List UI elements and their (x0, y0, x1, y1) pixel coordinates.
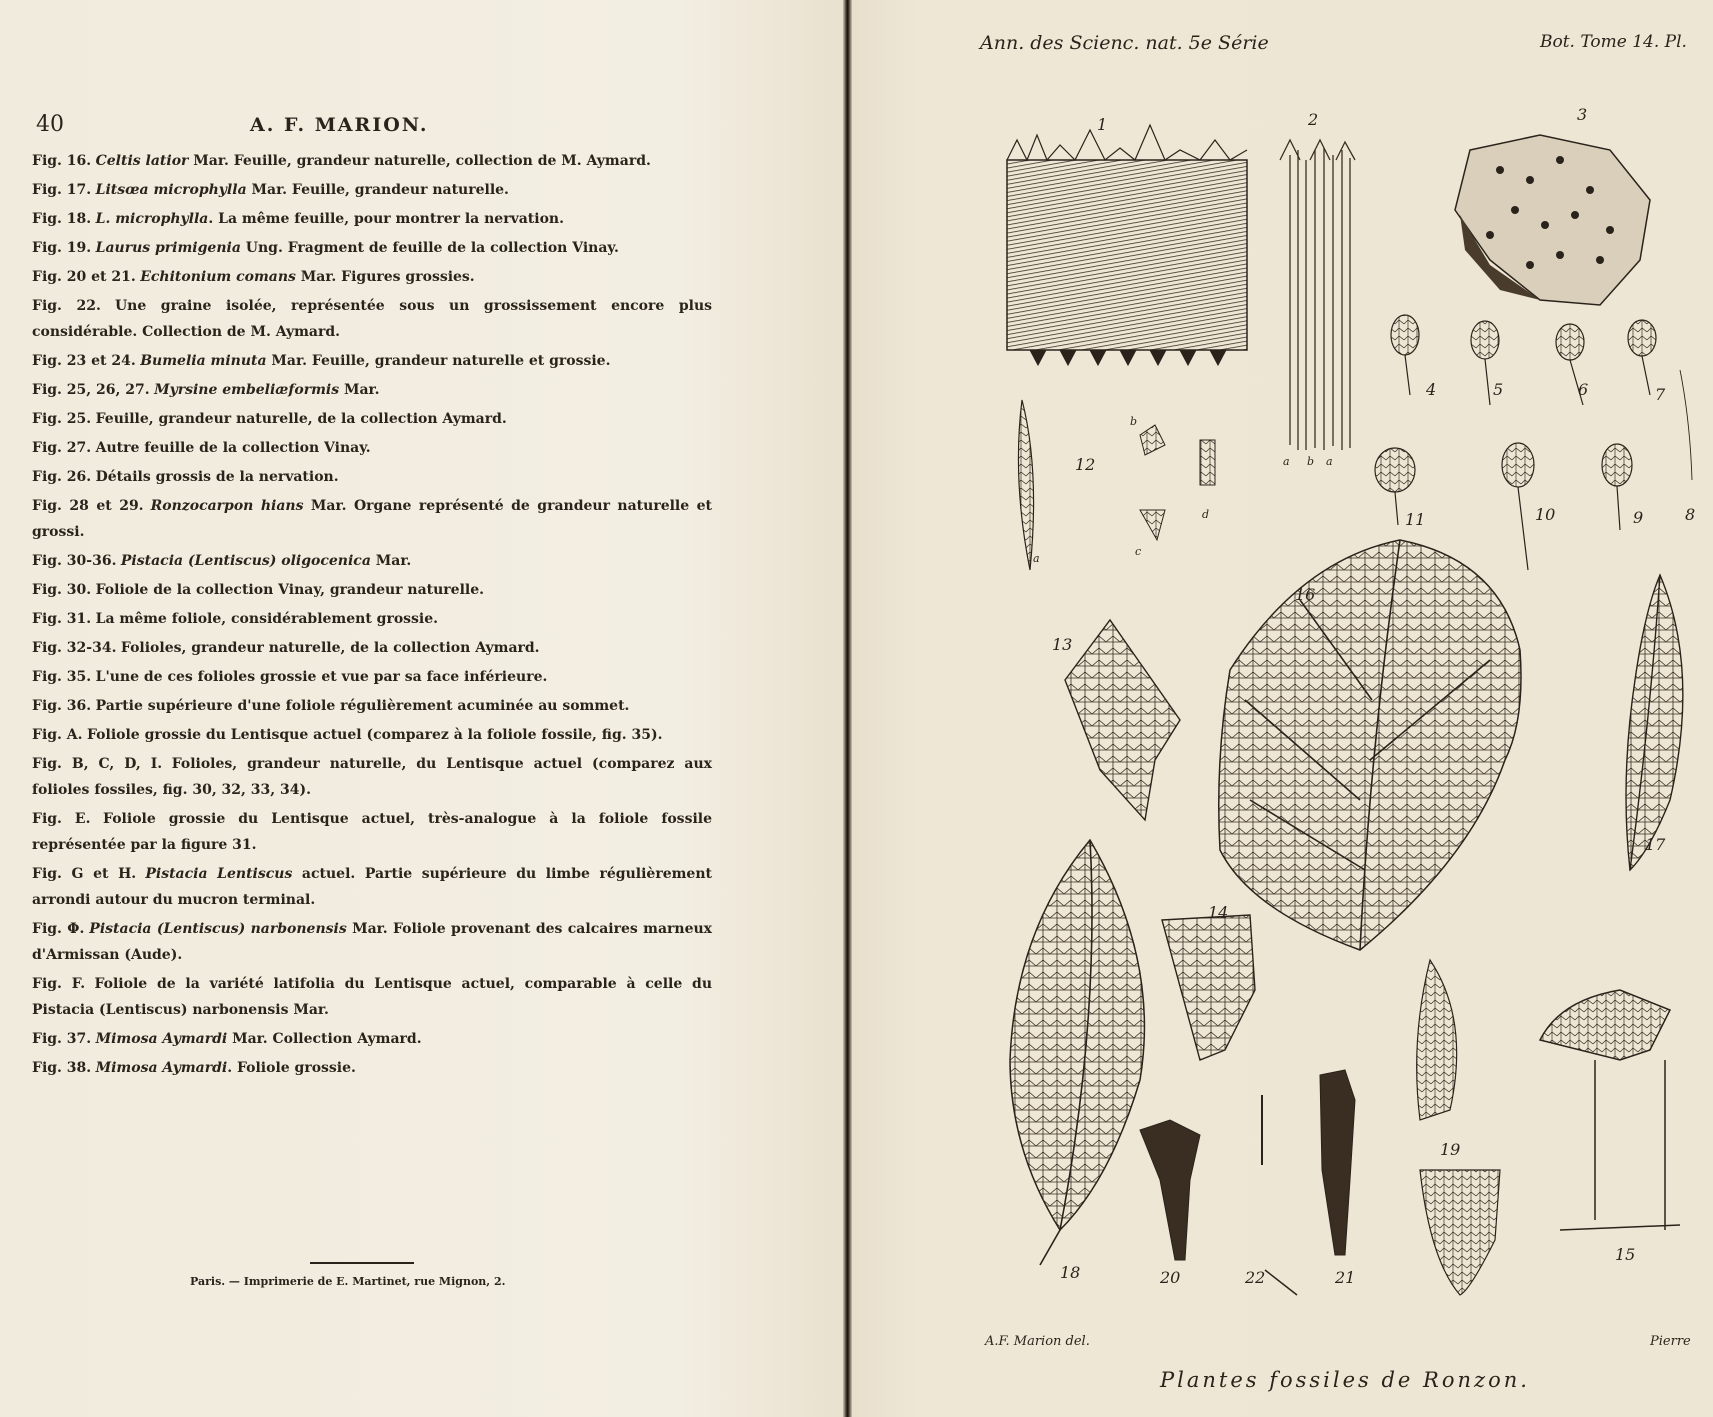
fig-label-15: 15 (1615, 1245, 1636, 1264)
sub-label-c: c (1135, 545, 1142, 558)
caption-text: Mar. Feuille, grandeur naturelle et grossie. (266, 353, 611, 369)
caption-text: Mar. Foliole provenant des calcaires marneux d'Armissan (Aude). (32, 921, 713, 963)
fig-label-1: 1 (1097, 115, 1108, 134)
caption-figure-ref: Fig. 16. (32, 153, 92, 169)
fig-label-6: 6 (1578, 380, 1589, 399)
fig-17-litsea-leaf (1626, 575, 1683, 870)
sub-label-a1: a (1283, 455, 1290, 468)
caption-figure-ref: Fig. Φ. (32, 921, 85, 937)
caption-figure-ref: Fig. 30-36. (32, 553, 117, 569)
caption-text: . La même feuille, pour montrer la nervation. (208, 211, 564, 227)
sub-label-a3: a (1033, 552, 1040, 565)
caption-figure-ref: Fig. 35. (32, 669, 92, 685)
printer-imprint: Paris. — Imprimerie de E. Martinet, rue Mignon, 2. (190, 1275, 506, 1288)
fig-19-laurus-fragment (1417, 960, 1500, 1295)
fig-label-12: 12 (1075, 455, 1096, 474)
caption-taxon: Pistacia (Lentiscus) narbonensis (89, 921, 347, 937)
caption-taxon: Ronzocarpon hians (150, 498, 304, 514)
fig-label-22: 22 (1245, 1268, 1266, 1287)
fig-label-8: 8 (1685, 505, 1696, 524)
caption-figure-ref: Fig. F. (32, 976, 86, 992)
figs-20-22-echitonium (1140, 1070, 1355, 1295)
caption-figure-ref: Fig. 22. (32, 298, 101, 314)
caption-taxon: Myrsine embeliæformis (154, 382, 340, 398)
caption-figure-ref: Fig. 37. (32, 1031, 92, 1047)
caption-text: La même foliole, considérablement grossie. (95, 611, 439, 627)
caption-taxon: Echitonium comans (140, 269, 296, 285)
fig-18-leaf-nervation (1010, 840, 1144, 1265)
fig-label-3: 3 (1577, 105, 1588, 124)
caption-text: Foliole de la collection Vinay, grandeur naturelle. (95, 582, 484, 598)
caption-figure-ref: Fig. 26. (32, 469, 92, 485)
artist-credit: A.F. Marion del. (985, 1334, 1090, 1349)
caption-figure-ref: Fig. 32-34. (32, 640, 117, 656)
caption-text: Mar. Feuille, grandeur naturelle, collection de M. Aymard. (188, 153, 651, 169)
plate-title: Plantes fossiles de Ronzon. (1160, 1368, 1530, 1392)
fig-3-rock-with-seeds (1455, 135, 1650, 305)
caption-text: Ung. Fragment de feuille de la collection Vinay. (240, 240, 619, 256)
caption-figure-ref: Fig. 31. (32, 611, 92, 627)
caption-figure-ref: Fig. 20 et 21. (32, 269, 136, 285)
caption-taxon: Pistacia Lentiscus (145, 866, 293, 882)
fig-label-2: 2 (1308, 110, 1319, 129)
caption-text: Détails grossis de la nervation. (95, 469, 339, 485)
caption-text: actuel. Partie supérieure du limbe régulièrement arrondi autour du mucron terminal. (32, 866, 712, 908)
fig-2-stem-strands (1280, 140, 1355, 450)
fig-label-21: 21 (1335, 1268, 1356, 1287)
sub-label-d: d (1202, 508, 1210, 521)
caption-taxon: Litsœa microphylla (95, 182, 247, 198)
caption-figure-ref: Fig. E. (32, 811, 91, 827)
caption-text: Mar. Organe représenté de grandeur naturelle et grossi. (32, 498, 712, 540)
caption-text: . Foliole grossie. (227, 1060, 356, 1076)
figs-4-to-11-fruits (1375, 315, 1692, 570)
caption-text: Foliole grossie du Lentisque actuel, très-analogue à la foliole fossile représentée par la figure 31. (32, 811, 712, 853)
caption-figure-ref: Fig. A. (32, 727, 83, 743)
fig-label-17: 17 (1645, 835, 1666, 854)
caption-figure-ref: Fig. 36. (32, 698, 92, 714)
caption-text: Feuille, grandeur naturelle, de la collection Aymard. (95, 411, 507, 427)
fig-label-13: 13 (1052, 635, 1073, 654)
fig-label-16: 16 (1295, 585, 1316, 604)
caption-figure-ref: Fig. 25. (32, 411, 92, 427)
caption-figure-ref: Fig. 38. (32, 1060, 92, 1076)
caption-text: Foliole grossie du Lentisque actuel (comparez à la foliole fossile, fig. 35). (86, 727, 663, 743)
caption-figure-ref: Fig. G et H. (32, 866, 137, 882)
fig-label-19: 19 (1440, 1140, 1461, 1159)
caption-figure-ref: Fig. 30. (32, 582, 92, 598)
fig-label-20: 20 (1160, 1268, 1181, 1287)
caption-text: Mar. Collection Aymard. (227, 1031, 422, 1047)
sub-label-a2: a (1326, 455, 1333, 468)
caption-taxon: Celtis latior (95, 153, 189, 169)
page-number: 40 (36, 112, 64, 137)
caption-text: Mar. (370, 553, 412, 569)
caption-figure-ref: Fig. 17. (32, 182, 92, 198)
caption-text: Mar. (339, 382, 380, 398)
fig-1-wood-fragment (1007, 125, 1247, 365)
fig-label-9: 9 (1633, 508, 1644, 527)
fig-14-leaf-fragment (1162, 915, 1255, 1060)
caption-taxon: Pistacia (Lentiscus) oligocenica (120, 553, 371, 569)
caption-taxon: L. microphylla (95, 211, 209, 227)
plate-header-volume: Bot. Tome 14. Pl. (1540, 32, 1687, 52)
caption-figure-ref: Fig. 25, 26, 27. (32, 382, 150, 398)
fig-13-leaf-fragment (1065, 620, 1180, 820)
fig-label-7: 7 (1655, 385, 1666, 404)
caption-text: Foliole de la variété latifolia du Lentisque actuel, comparable à celle du Pistacia (Lentiscus) narbonensis Mar. (32, 976, 713, 1018)
fig-label-14: 14 (1208, 903, 1229, 922)
fig-16-celtis-leaf (1219, 540, 1521, 950)
caption-taxon: Mimosa Aymardi (95, 1060, 228, 1076)
fig-label-11: 11 (1405, 510, 1426, 529)
caption-figure-ref: Fig. B, C, D, I. (32, 756, 163, 772)
caption-text: Folioles, grandeur naturelle, de la collection Aymard. (120, 640, 540, 656)
caption-text: Mar. Figures grossies. (295, 269, 475, 285)
caption-figure-ref: Fig. 27. (32, 440, 92, 456)
caption-figure-ref: Fig. 23 et 24. (32, 353, 136, 369)
fig-label-18: 18 (1060, 1263, 1081, 1282)
caption-text: Partie supérieure d'une foliole régulièrement acuminée au sommet. (95, 698, 630, 714)
caption-taxon: Laurus primigenia (95, 240, 241, 256)
plate-header-journal: Ann. des Scienc. nat. 5e Série (980, 32, 1269, 54)
caption-text: L'une de ces folioles grossie et vue par sa face inférieure. (95, 669, 548, 685)
caption-taxon: Mimosa Aymardi (95, 1031, 228, 1047)
fig-label-4: 4 (1426, 380, 1437, 399)
fig-label-5: 5 (1493, 380, 1504, 399)
fig-label-10: 10 (1535, 505, 1556, 524)
sub-label-b2: b (1130, 415, 1138, 428)
fig-15-nervation-detail (1540, 990, 1680, 1230)
caption-figure-ref: Fig. 19. (32, 240, 92, 256)
sub-label-b1: b (1307, 455, 1315, 468)
caption-text: Folioles, grandeur naturelle, du Lentisque actuel (comparez aux folioles fossiles, fig. 30, 32, 33, 34). (32, 756, 712, 798)
caption-figure-ref: Fig. 18. (32, 211, 92, 227)
caption-text: Une graine isolée, représentée sous un grossissement encore plus considérable. Collection de M. Aymard. (32, 298, 713, 340)
caption-text: Mar. Feuille, grandeur naturelle. (246, 182, 509, 198)
running-head-author: A. F. MARION. (250, 114, 429, 136)
fig-12-catkin (1018, 400, 1215, 570)
caption-taxon: Bumelia minuta (140, 353, 267, 369)
caption-text: Autre feuille de la collection Vinay. (95, 440, 371, 456)
caption-figure-ref: Fig. 28 et 29. (32, 498, 144, 514)
engraver-credit: Pierre (1650, 1334, 1691, 1349)
